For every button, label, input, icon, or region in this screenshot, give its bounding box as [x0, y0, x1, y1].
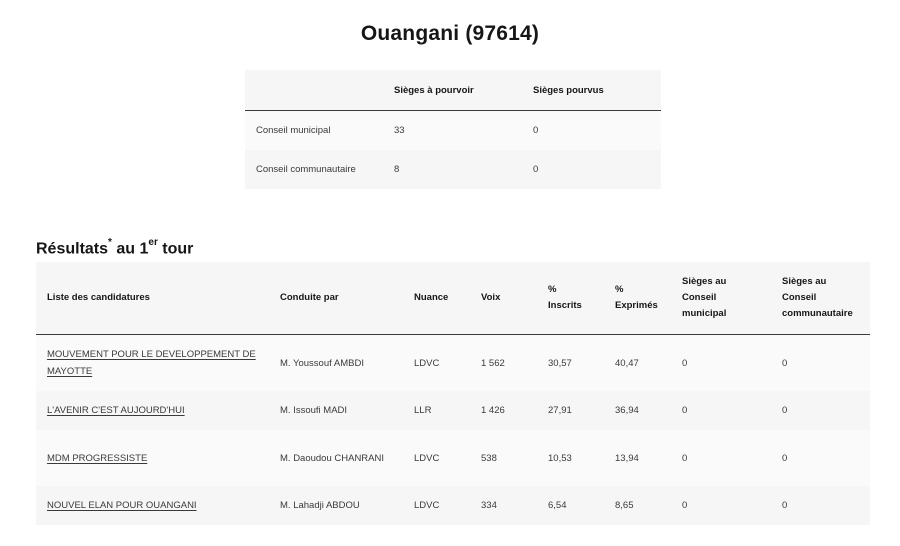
cell-voix: 334	[470, 486, 537, 525]
cell-pct-exprimes: 8,65	[604, 486, 671, 525]
list-link[interactable]: NOUVEL ELAN POUR OUANGANI	[47, 500, 197, 511]
header-pct-inscrits	[537, 262, 604, 335]
seats-row-label: Conseil communautaire	[245, 150, 383, 189]
cell-list	[36, 430, 269, 486]
seats-row-filled: 0	[522, 111, 661, 151]
results-title-main: Résultats	[36, 240, 109, 258]
cell-lead: M. Lahadji ABDOU	[269, 486, 403, 525]
header-seats-mun-line2: Conseil	[682, 292, 717, 303]
cell-seats-communautaire: 0	[771, 335, 870, 392]
cell-lead: M. Youssouf AMBDI	[269, 335, 403, 392]
results-title-sup: er	[148, 237, 158, 249]
table-row	[36, 486, 870, 525]
cell-pct-inscrits: 10,53	[537, 430, 604, 486]
cell-nuance: LDVC	[403, 486, 470, 525]
seats-row-label: Conseil municipal	[245, 111, 383, 151]
header-seats-mun-line3: municipal	[682, 308, 727, 319]
cell-pct-exprimes: 40,47	[604, 335, 671, 392]
header-nuance: Nuance	[403, 262, 470, 335]
seats-row-to-fill: 8	[383, 150, 522, 189]
seats-table	[245, 70, 661, 189]
list-link[interactable]: L'AVENIR C'EST AUJOURD'HUI	[47, 405, 185, 416]
header-seats-municipal	[671, 262, 771, 335]
header-pct-exprimes-line2: Exprimés	[615, 300, 658, 311]
header-seats-mun-line1: Sièges au	[682, 276, 727, 287]
page-title: Ouangani (97614)	[360, 22, 540, 46]
header-pct-exprimes-line1: %	[615, 284, 624, 295]
seats-row	[245, 150, 661, 189]
header-pct-exprimes	[604, 262, 671, 335]
cell-voix: 1 562	[470, 335, 537, 392]
seats-header-to-fill: Sièges à pourvoir	[383, 70, 522, 111]
header-list: Liste des candidatures	[36, 262, 269, 335]
cell-nuance: LDVC	[403, 430, 470, 486]
seats-header-filled: Sièges pourvus	[522, 70, 661, 111]
cell-seats-communautaire: 0	[771, 391, 870, 430]
cell-voix: 1 426	[470, 391, 537, 430]
cell-seats-municipal: 0	[671, 486, 771, 525]
cell-seats-municipal: 0	[671, 430, 771, 486]
cell-pct-inscrits: 6,54	[537, 486, 604, 525]
header-pct-inscrits-line1: %	[548, 284, 557, 295]
table-row	[36, 335, 870, 392]
seats-row	[245, 111, 661, 151]
results-title-end: tour	[157, 240, 194, 258]
header-pct-inscrits-line2: Inscrits	[548, 300, 582, 311]
cell-seats-communautaire: 0	[771, 430, 870, 486]
table-row	[36, 391, 870, 430]
seats-header-row	[245, 70, 661, 111]
header-seats-com-line3: communautaire	[782, 308, 853, 319]
results-title-star: *	[108, 237, 112, 249]
cell-lead: M. Issoufi MADI	[269, 391, 403, 430]
cell-seats-communautaire: 0	[771, 486, 870, 525]
results-title	[36, 239, 193, 258]
table-row	[36, 430, 870, 486]
header-lead: Conduite par	[269, 262, 403, 335]
cell-lead: M. Daoudou CHANRANI	[269, 430, 403, 486]
cell-voix: 538	[470, 430, 537, 486]
cell-list	[36, 335, 269, 392]
cell-pct-exprimes: 36,94	[604, 391, 671, 430]
header-seats-communautaire	[771, 262, 870, 335]
seats-header-empty	[245, 70, 383, 111]
seats-row-filled: 0	[522, 150, 661, 189]
cell-pct-inscrits: 30,57	[537, 335, 604, 392]
list-link[interactable]: MDM PROGRESSISTE	[47, 452, 148, 464]
cell-pct-exprimes: 13,94	[604, 430, 671, 486]
cell-list	[36, 391, 269, 430]
results-title-mid: au 1	[111, 240, 149, 258]
cell-nuance: LLR	[403, 391, 470, 430]
header-seats-com-line1: Sièges au	[782, 276, 827, 287]
header-seats-com-line2: Conseil	[782, 292, 817, 303]
cell-seats-municipal: 0	[671, 335, 771, 392]
cell-list	[36, 486, 269, 525]
list-link[interactable]: MOUVEMENT POUR LE DEVELOPPEMENT DE MAYOTTE	[47, 349, 256, 377]
results-header-row	[36, 262, 870, 335]
seats-row-to-fill: 33	[383, 111, 522, 151]
cell-seats-municipal: 0	[671, 391, 771, 430]
cell-nuance: LDVC	[403, 335, 470, 392]
header-voix: Voix	[470, 262, 537, 335]
cell-pct-inscrits: 27,91	[537, 391, 604, 430]
results-table	[36, 262, 870, 525]
